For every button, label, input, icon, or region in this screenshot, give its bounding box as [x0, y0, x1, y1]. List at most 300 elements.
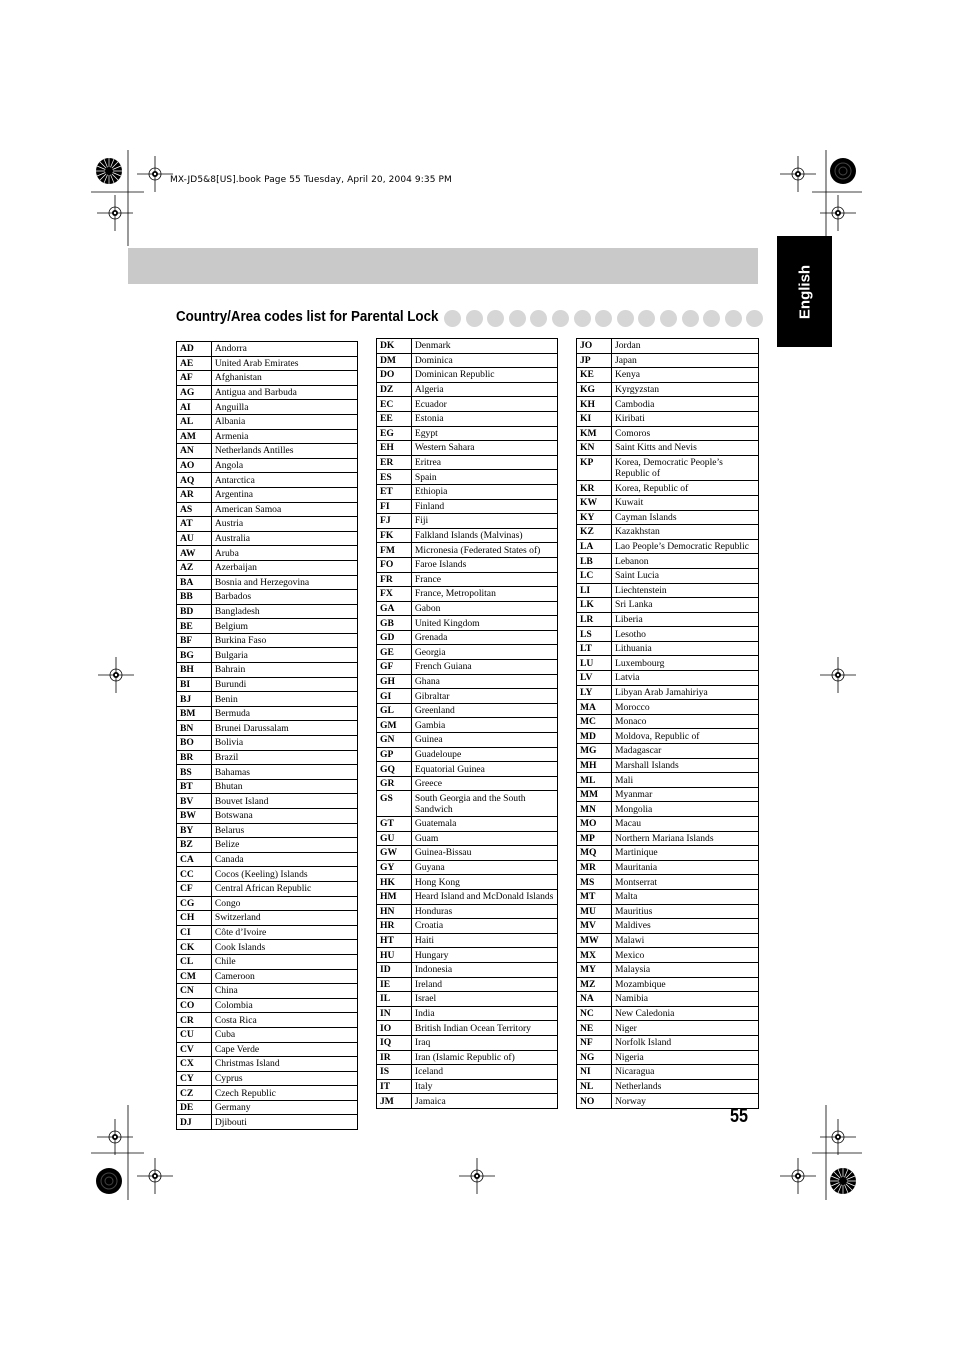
- table-row: [577, 368, 759, 383]
- country-name: Georgia: [411, 645, 557, 660]
- country-code: NG: [577, 1050, 612, 1065]
- country-name: Cyprus: [211, 1071, 357, 1086]
- country-name: American Samoa: [211, 502, 357, 517]
- country-code: CK: [177, 940, 212, 955]
- table-row: [577, 1035, 759, 1050]
- country-name: Angola: [211, 458, 357, 473]
- country-code: LC: [577, 568, 612, 583]
- country-code: LB: [577, 554, 612, 569]
- country-name: Gambia: [411, 718, 557, 733]
- country-code: MW: [577, 933, 612, 948]
- country-code: MH: [577, 758, 612, 773]
- country-code: FJ: [377, 514, 412, 529]
- country-name: Bangladesh: [211, 604, 357, 619]
- table-row: [377, 1006, 558, 1021]
- table-row: [377, 703, 558, 718]
- country-name: Mauritania: [612, 860, 759, 875]
- country-name: Mauritius: [612, 904, 759, 919]
- country-code: CI: [177, 925, 212, 940]
- country-code: BY: [177, 823, 212, 838]
- country-name: Jamaica: [411, 1094, 557, 1109]
- country-code: FI: [377, 499, 412, 514]
- country-code: CL: [177, 954, 212, 969]
- country-name: Guinea-Bissau: [411, 846, 557, 861]
- country-code: GR: [377, 776, 412, 791]
- country-code: BB: [177, 590, 212, 605]
- table-row: [377, 353, 558, 368]
- table-row: [177, 984, 358, 999]
- country-name: Kazakhstan: [612, 525, 759, 540]
- country-name: Malawi: [612, 933, 759, 948]
- country-code: IR: [377, 1050, 412, 1065]
- table-row: [577, 568, 759, 583]
- country-name: Jordan: [612, 339, 759, 354]
- table-row: [177, 604, 358, 619]
- country-code: DE: [177, 1100, 212, 1115]
- country-name: Bahrain: [211, 663, 357, 678]
- country-code: BS: [177, 765, 212, 780]
- country-code: LK: [577, 598, 612, 613]
- country-name: Algeria: [411, 382, 557, 397]
- country-name: United Kingdom: [411, 616, 557, 631]
- table-row: [377, 762, 558, 777]
- table-row: [577, 714, 759, 729]
- country-code: MA: [577, 700, 612, 715]
- country-name: Andorra: [211, 342, 357, 357]
- country-name: Aruba: [211, 546, 357, 561]
- country-name: Monaco: [612, 714, 759, 729]
- table-row: [377, 977, 558, 992]
- table-row: [577, 495, 759, 510]
- country-name: Albania: [211, 414, 357, 429]
- country-code: KE: [577, 368, 612, 383]
- country-name: Korea, Republic of: [612, 481, 759, 496]
- country-code: GQ: [377, 762, 412, 777]
- country-name: Bermuda: [211, 706, 357, 721]
- table-row: [177, 560, 358, 575]
- table-row: [577, 875, 759, 890]
- country-name: Norway: [612, 1094, 759, 1109]
- country-name: Antarctica: [211, 473, 357, 488]
- country-name: Sri Lanka: [612, 598, 759, 613]
- country-name: Liechtenstein: [612, 583, 759, 598]
- country-code: LT: [577, 641, 612, 656]
- country-code: MG: [577, 744, 612, 759]
- country-name: Canada: [211, 852, 357, 867]
- table-row: [377, 904, 558, 919]
- country-code: ET: [377, 484, 412, 499]
- heading-dot: [725, 310, 742, 327]
- table-row: [177, 838, 358, 853]
- table-row: [377, 1050, 558, 1065]
- table-row: [177, 342, 358, 357]
- country-name: Estonia: [411, 411, 557, 426]
- country-name: Cocos (Keeling) Islands: [211, 867, 357, 882]
- country-name: Gibraltar: [411, 689, 557, 704]
- country-name: Ireland: [411, 977, 557, 992]
- table-row: [177, 1027, 358, 1042]
- country-name: Falkland Islands (Malvinas): [411, 528, 557, 543]
- country-code: KP: [577, 455, 612, 481]
- country-name: Lao People’s Democratic Republic: [612, 539, 759, 554]
- table-row: [177, 706, 358, 721]
- country-name: Netherlands: [612, 1079, 759, 1094]
- country-code: CX: [177, 1057, 212, 1072]
- country-code: GN: [377, 733, 412, 748]
- table-row: [377, 601, 558, 616]
- country-code: CN: [177, 984, 212, 999]
- country-code: KN: [577, 441, 612, 456]
- table-row: [177, 1115, 358, 1130]
- country-code: GH: [377, 674, 412, 689]
- heading-dot: [509, 310, 526, 327]
- country-code: MX: [577, 948, 612, 963]
- country-code: CA: [177, 852, 212, 867]
- country-name: Barbados: [211, 590, 357, 605]
- country-code: CH: [177, 911, 212, 926]
- country-code: FM: [377, 543, 412, 558]
- country-code: NC: [577, 1006, 612, 1021]
- country-code: ER: [377, 455, 412, 470]
- country-name: Iran (Islamic Republic of): [411, 1050, 557, 1065]
- country-name: Cuba: [211, 1027, 357, 1042]
- country-name: Central African Republic: [211, 881, 357, 896]
- country-code: MT: [577, 889, 612, 904]
- table-row: [377, 817, 558, 832]
- country-name: Kuwait: [612, 495, 759, 510]
- table-row: [377, 557, 558, 572]
- table-row: [177, 487, 358, 502]
- table-row: [377, 919, 558, 934]
- table-row: [177, 356, 358, 371]
- country-code: DJ: [177, 1115, 212, 1130]
- table-row: [577, 729, 759, 744]
- country-name: France: [411, 572, 557, 587]
- table-row: [377, 933, 558, 948]
- country-code: BW: [177, 809, 212, 824]
- table-row: [377, 776, 558, 791]
- table-row: [577, 455, 759, 481]
- table-row: [377, 499, 558, 514]
- country-code: GB: [377, 616, 412, 631]
- country-name: Macau: [612, 817, 759, 832]
- country-code: MV: [577, 919, 612, 934]
- heading-dot-decoration: [444, 310, 768, 328]
- country-name: Germany: [211, 1100, 357, 1115]
- table-row: [577, 411, 759, 426]
- country-name: Liberia: [612, 612, 759, 627]
- country-name: Lebanon: [612, 554, 759, 569]
- table-row: [377, 1065, 558, 1080]
- country-code: LI: [577, 583, 612, 598]
- heading-dot: [487, 310, 504, 327]
- heading-dot: [660, 310, 677, 327]
- country-name: Hungary: [411, 948, 557, 963]
- table-row: [377, 860, 558, 875]
- country-name: Anguilla: [211, 400, 357, 415]
- country-code: MY: [577, 962, 612, 977]
- country-name: Bolivia: [211, 736, 357, 751]
- country-name: Israel: [411, 992, 557, 1007]
- country-code: HR: [377, 919, 412, 934]
- table-row: [177, 998, 358, 1013]
- country-name: Congo: [211, 896, 357, 911]
- country-name: Côte d’Ivoire: [211, 925, 357, 940]
- country-name: Guam: [411, 831, 557, 846]
- country-code: CO: [177, 998, 212, 1013]
- country-name: Azerbaijan: [211, 560, 357, 575]
- country-code: AQ: [177, 473, 212, 488]
- table-row: [377, 992, 558, 1007]
- country-code: GI: [377, 689, 412, 704]
- country-code: GF: [377, 660, 412, 675]
- country-name: Australia: [211, 531, 357, 546]
- country-name: Egypt: [411, 426, 557, 441]
- country-name: French Guiana: [411, 660, 557, 675]
- country-code: NO: [577, 1094, 612, 1109]
- table-row: [577, 397, 759, 412]
- country-name: Dominican Republic: [411, 368, 557, 383]
- country-code: KZ: [577, 525, 612, 540]
- country-name: Heard Island and McDonald Islands: [411, 889, 557, 904]
- country-code: GE: [377, 645, 412, 660]
- country-code: AS: [177, 502, 212, 517]
- country-code: DM: [377, 353, 412, 368]
- country-name: Lithuania: [612, 641, 759, 656]
- country-code: BZ: [177, 838, 212, 853]
- country-code: AT: [177, 517, 212, 532]
- heading-dot: [703, 310, 720, 327]
- country-name: Denmark: [411, 339, 557, 354]
- country-name: Honduras: [411, 904, 557, 919]
- table-row: [577, 933, 759, 948]
- country-name: Haiti: [411, 933, 557, 948]
- country-code: LR: [577, 612, 612, 627]
- country-code: AO: [177, 458, 212, 473]
- country-code: BR: [177, 750, 212, 765]
- country-code: KI: [577, 411, 612, 426]
- country-code: FX: [377, 587, 412, 602]
- table-row: [577, 1006, 759, 1021]
- country-name: Bouvet Island: [211, 794, 357, 809]
- table-row: [177, 721, 358, 736]
- country-code: ML: [577, 773, 612, 788]
- country-name: Dominica: [411, 353, 557, 368]
- country-code: GA: [377, 601, 412, 616]
- table-row: [577, 627, 759, 642]
- table-row: [377, 875, 558, 890]
- table-row: [377, 616, 558, 631]
- country-code: AD: [177, 342, 212, 357]
- country-code: BO: [177, 736, 212, 751]
- heading-dot: [444, 310, 461, 327]
- country-name: Gabon: [411, 601, 557, 616]
- table-row: [577, 773, 759, 788]
- table-row: [577, 889, 759, 904]
- country-code: JO: [577, 339, 612, 354]
- country-name: China: [211, 984, 357, 999]
- table-row: [577, 831, 759, 846]
- country-name: Indonesia: [411, 962, 557, 977]
- country-name: Luxembourg: [612, 656, 759, 671]
- country-name: Guyana: [411, 860, 557, 875]
- country-name: Bahamas: [211, 765, 357, 780]
- country-name: Burkina Faso: [211, 633, 357, 648]
- country-name: Kyrgyzstan: [612, 382, 759, 397]
- table-row: [577, 510, 759, 525]
- country-code: AE: [177, 356, 212, 371]
- country-name: Bhutan: [211, 779, 357, 794]
- country-name: Malta: [612, 889, 759, 904]
- country-code: FK: [377, 528, 412, 543]
- country-code: BH: [177, 663, 212, 678]
- country-name: Czech Republic: [211, 1086, 357, 1101]
- table-row: [377, 962, 558, 977]
- table-row: [177, 371, 358, 386]
- table-row: [377, 368, 558, 383]
- table-row: [577, 583, 759, 598]
- table-row: [177, 633, 358, 648]
- country-code: DZ: [377, 382, 412, 397]
- country-code: GP: [377, 747, 412, 762]
- table-row: [377, 831, 558, 846]
- country-code: GL: [377, 703, 412, 718]
- table-row: [177, 1086, 358, 1101]
- country-name: Colombia: [211, 998, 357, 1013]
- table-row: [177, 940, 358, 955]
- heading-dot: [530, 310, 547, 327]
- country-code: AM: [177, 429, 212, 444]
- country-code: BI: [177, 677, 212, 692]
- table-row: [177, 429, 358, 444]
- country-name: Greenland: [411, 703, 557, 718]
- table-row: [177, 473, 358, 488]
- country-code: CY: [177, 1071, 212, 1086]
- country-code: EG: [377, 426, 412, 441]
- country-code: LS: [577, 627, 612, 642]
- country-code: BM: [177, 706, 212, 721]
- country-code: NI: [577, 1065, 612, 1080]
- table-row: [177, 517, 358, 532]
- country-code-table-3: [576, 338, 759, 1109]
- table-row: [377, 689, 558, 704]
- country-name: Costa Rica: [211, 1013, 357, 1028]
- table-row: [177, 677, 358, 692]
- country-name: Cayman Islands: [612, 510, 759, 525]
- country-name: Austria: [211, 517, 357, 532]
- country-name: Niger: [612, 1021, 759, 1036]
- table-row: [177, 619, 358, 634]
- country-code: MS: [577, 875, 612, 890]
- country-code: CZ: [177, 1086, 212, 1101]
- table-row: [177, 881, 358, 896]
- table-row: [177, 663, 358, 678]
- table-row: [577, 554, 759, 569]
- country-name: Burundi: [211, 677, 357, 692]
- country-name: Micronesia (Federated States of): [411, 543, 557, 558]
- country-code: IE: [377, 977, 412, 992]
- table-row: [577, 656, 759, 671]
- country-code: ID: [377, 962, 412, 977]
- country-name: Belize: [211, 838, 357, 853]
- country-code: GU: [377, 831, 412, 846]
- table-row: [177, 414, 358, 429]
- country-name: Hong Kong: [411, 875, 557, 890]
- country-code: CF: [177, 881, 212, 896]
- country-code: HK: [377, 875, 412, 890]
- country-name: Grenada: [411, 630, 557, 645]
- table-row: [577, 641, 759, 656]
- country-code: LV: [577, 671, 612, 686]
- country-code: MC: [577, 714, 612, 729]
- table-row: [577, 1079, 759, 1094]
- country-name: Greece: [411, 776, 557, 791]
- country-name: Mexico: [612, 948, 759, 963]
- country-code: ES: [377, 470, 412, 485]
- table-row: [177, 794, 358, 809]
- table-row: [577, 948, 759, 963]
- table-row: [377, 470, 558, 485]
- table-row: [177, 1013, 358, 1028]
- country-code: BE: [177, 619, 212, 634]
- country-code: GS: [377, 791, 412, 817]
- section-title: Country/Area codes list for Parental Lock: [176, 309, 442, 325]
- section-heading: [176, 309, 758, 329]
- table-row: [377, 1035, 558, 1050]
- country-code: CC: [177, 867, 212, 882]
- table-row: [177, 458, 358, 473]
- country-name: Ecuador: [411, 397, 557, 412]
- table-row: [177, 750, 358, 765]
- country-name: Chile: [211, 954, 357, 969]
- country-name: Afghanistan: [211, 371, 357, 386]
- country-code: KY: [577, 510, 612, 525]
- table-row: [377, 747, 558, 762]
- table-row: [577, 846, 759, 861]
- country-code: GM: [377, 718, 412, 733]
- table-row: [377, 426, 558, 441]
- country-code: LU: [577, 656, 612, 671]
- country-name: Bulgaria: [211, 648, 357, 663]
- country-name: Martinique: [612, 846, 759, 861]
- country-code: LY: [577, 685, 612, 700]
- table-row: [177, 1071, 358, 1086]
- heading-dot: [466, 310, 483, 327]
- country-name: United Arab Emirates: [211, 356, 357, 371]
- country-code: GW: [377, 846, 412, 861]
- country-name: New Caledonia: [612, 1006, 759, 1021]
- table-row: [177, 648, 358, 663]
- header-band: [128, 248, 758, 284]
- country-code: MQ: [577, 846, 612, 861]
- print-file-header: MX-JD5&8[US].book Page 55 Tuesday, April 20, 2004 9:35 PM: [170, 175, 452, 185]
- table-row: [377, 660, 558, 675]
- table-row: [377, 339, 558, 354]
- country-code: GY: [377, 860, 412, 875]
- country-code: JM: [377, 1094, 412, 1109]
- language-tab: [777, 236, 832, 347]
- country-name: Benin: [211, 692, 357, 707]
- country-name: Spain: [411, 470, 557, 485]
- table-row: [577, 671, 759, 686]
- table-row: [577, 1021, 759, 1036]
- country-name: India: [411, 1006, 557, 1021]
- country-name: Equatorial Guinea: [411, 762, 557, 777]
- table-row: [577, 1050, 759, 1065]
- table-row: [177, 546, 358, 561]
- country-name: Mongolia: [612, 802, 759, 817]
- country-code: DK: [377, 339, 412, 354]
